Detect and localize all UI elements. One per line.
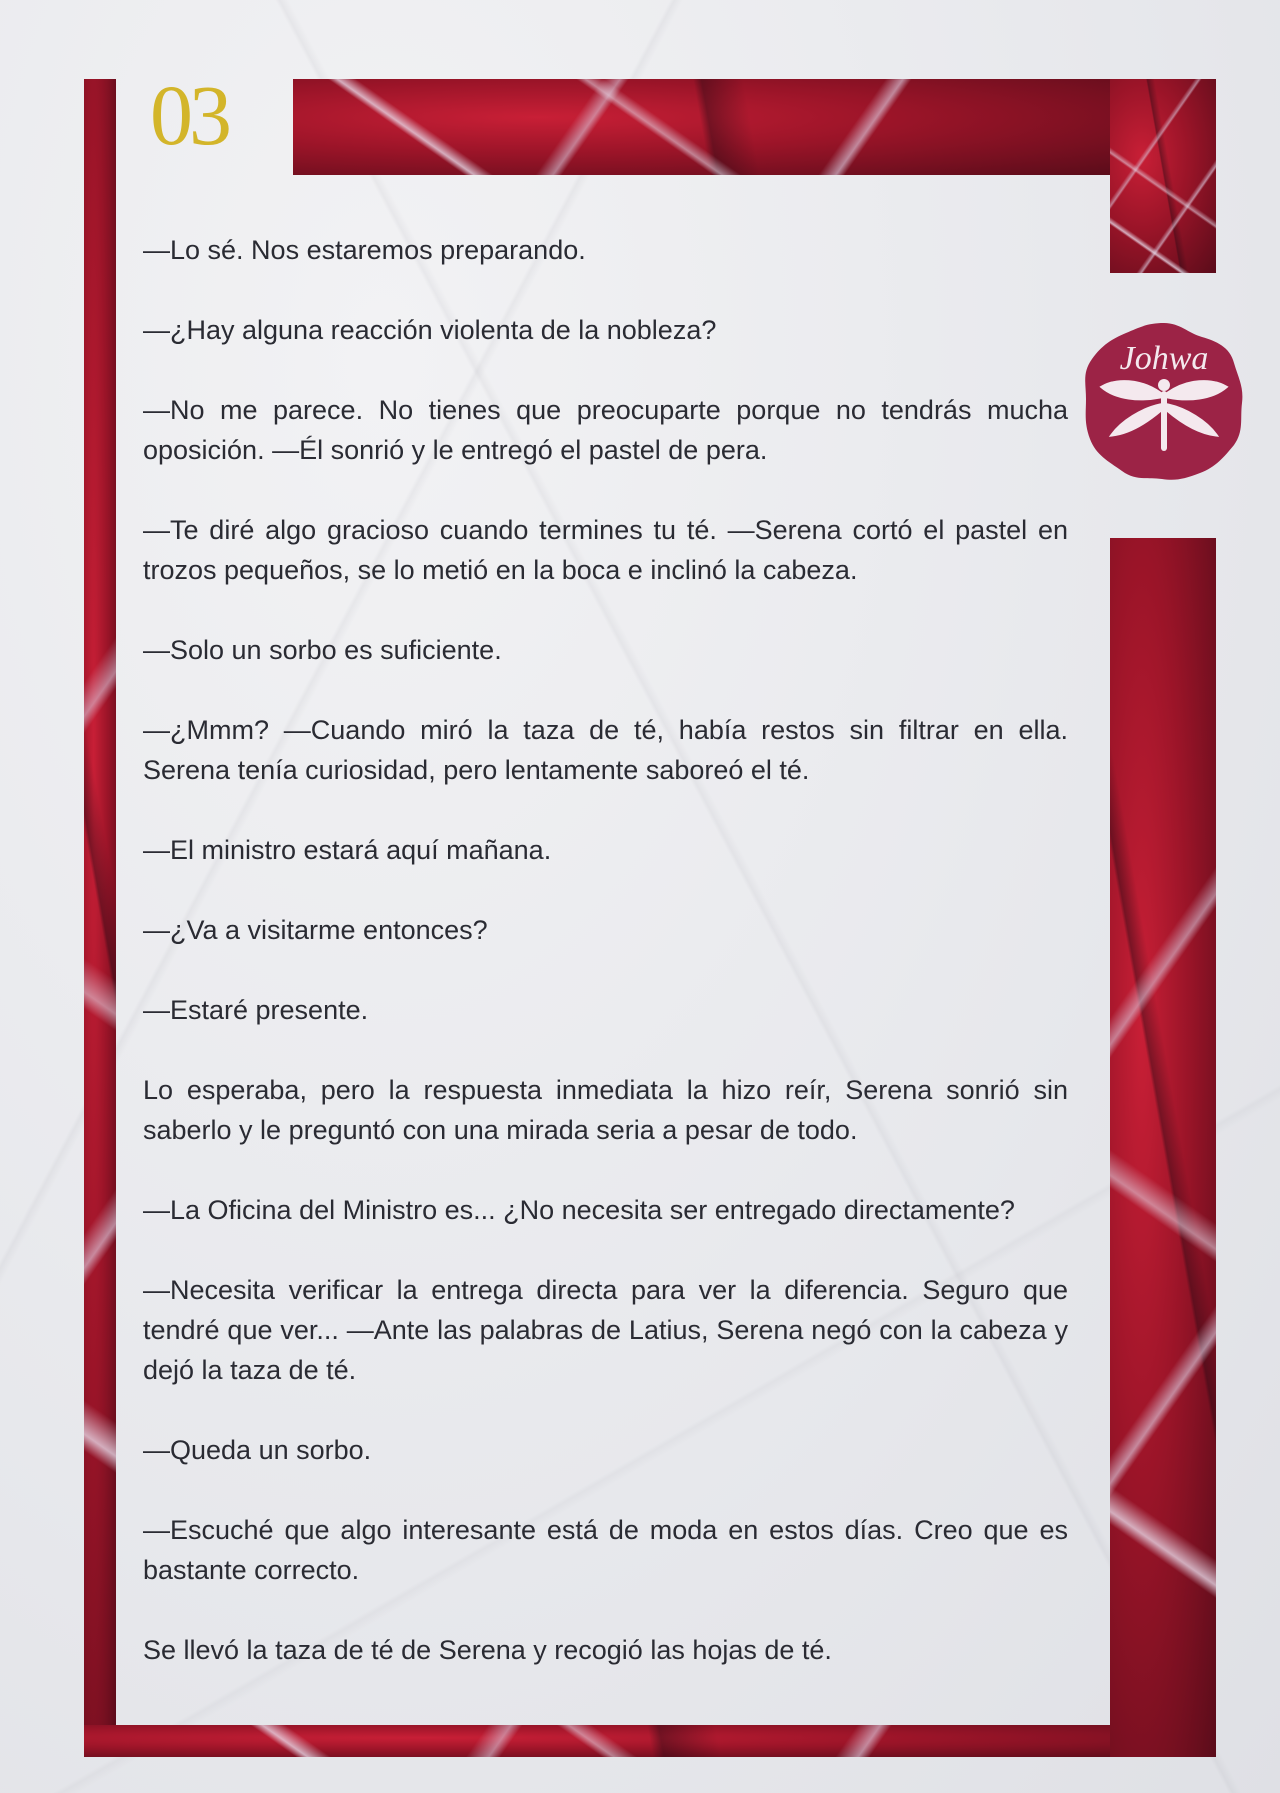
chapter-number: 03 bbox=[150, 67, 228, 163]
paragraph: Lo esperaba, pero la respuesta inmediata la hizo reír, Serena sonrió sin saberlo y le preguntó con una mirada seria a pesar de todo. bbox=[143, 1075, 1068, 1145]
paragraph: —Estaré presente. bbox=[143, 995, 369, 1025]
paragraph: —Necesita verificar la entrega directa para ver la diferencia. Seguro que tendré que ver... —Ante las palabras de Latius, Serena negó con la cabeza y dejó la taza de té. bbox=[143, 1275, 1068, 1385]
paragraph: —La Oficina del Ministro es... ¿No necesita ser entregado directamente? bbox=[143, 1195, 1015, 1225]
marble-frame-left bbox=[84, 79, 116, 1757]
dragonfly-icon bbox=[1080, 317, 1248, 485]
paragraph: —Queda un sorbo. bbox=[143, 1435, 372, 1465]
paragraph: —¿Va a visitarme entonces? bbox=[143, 915, 488, 945]
johwa-logo bbox=[1080, 317, 1248, 485]
paragraph: —Lo sé. Nos estaremos preparando. bbox=[143, 235, 586, 265]
paragraph: —Te diré algo gracioso cuando termines tu té. —Serena cortó el pastel en trozos pequeños, se lo metió en la boca e inclinó la cabeza. bbox=[143, 515, 1068, 585]
paragraph: —Escuché que algo interesante está de moda en estos días. Creo que es bastante correcto. bbox=[143, 1515, 1068, 1585]
paragraph: —Solo un sorbo es suficiente. bbox=[143, 635, 502, 665]
marble-frame-right bbox=[1110, 538, 1216, 1757]
paragraph: —El ministro estará aquí mañana. bbox=[143, 835, 552, 865]
logo-text: Johwa bbox=[1119, 340, 1209, 377]
marble-frame-bottom bbox=[84, 1725, 1216, 1757]
paragraph: Se llevó la taza de té de Serena y recogió las hojas de té. bbox=[143, 1635, 832, 1665]
story-text bbox=[143, 230, 1068, 1670]
paragraph: —¿Mmm? —Cuando miró la taza de té, había restos sin filtrar en ella. Serena tenía curiosidad, pero lentamente saboreó el té. bbox=[143, 715, 1068, 785]
paragraph: —No me parece. No tienes que preocuparte porque no tendrás mucha oposición. —Él sonrió y le entregó el pastel de pera. bbox=[143, 395, 1068, 465]
marble-frame-top bbox=[293, 79, 1110, 175]
paragraph: —¿Hay alguna reacción violenta de la nobleza? bbox=[143, 315, 717, 345]
marble-corner-block bbox=[1110, 79, 1216, 273]
